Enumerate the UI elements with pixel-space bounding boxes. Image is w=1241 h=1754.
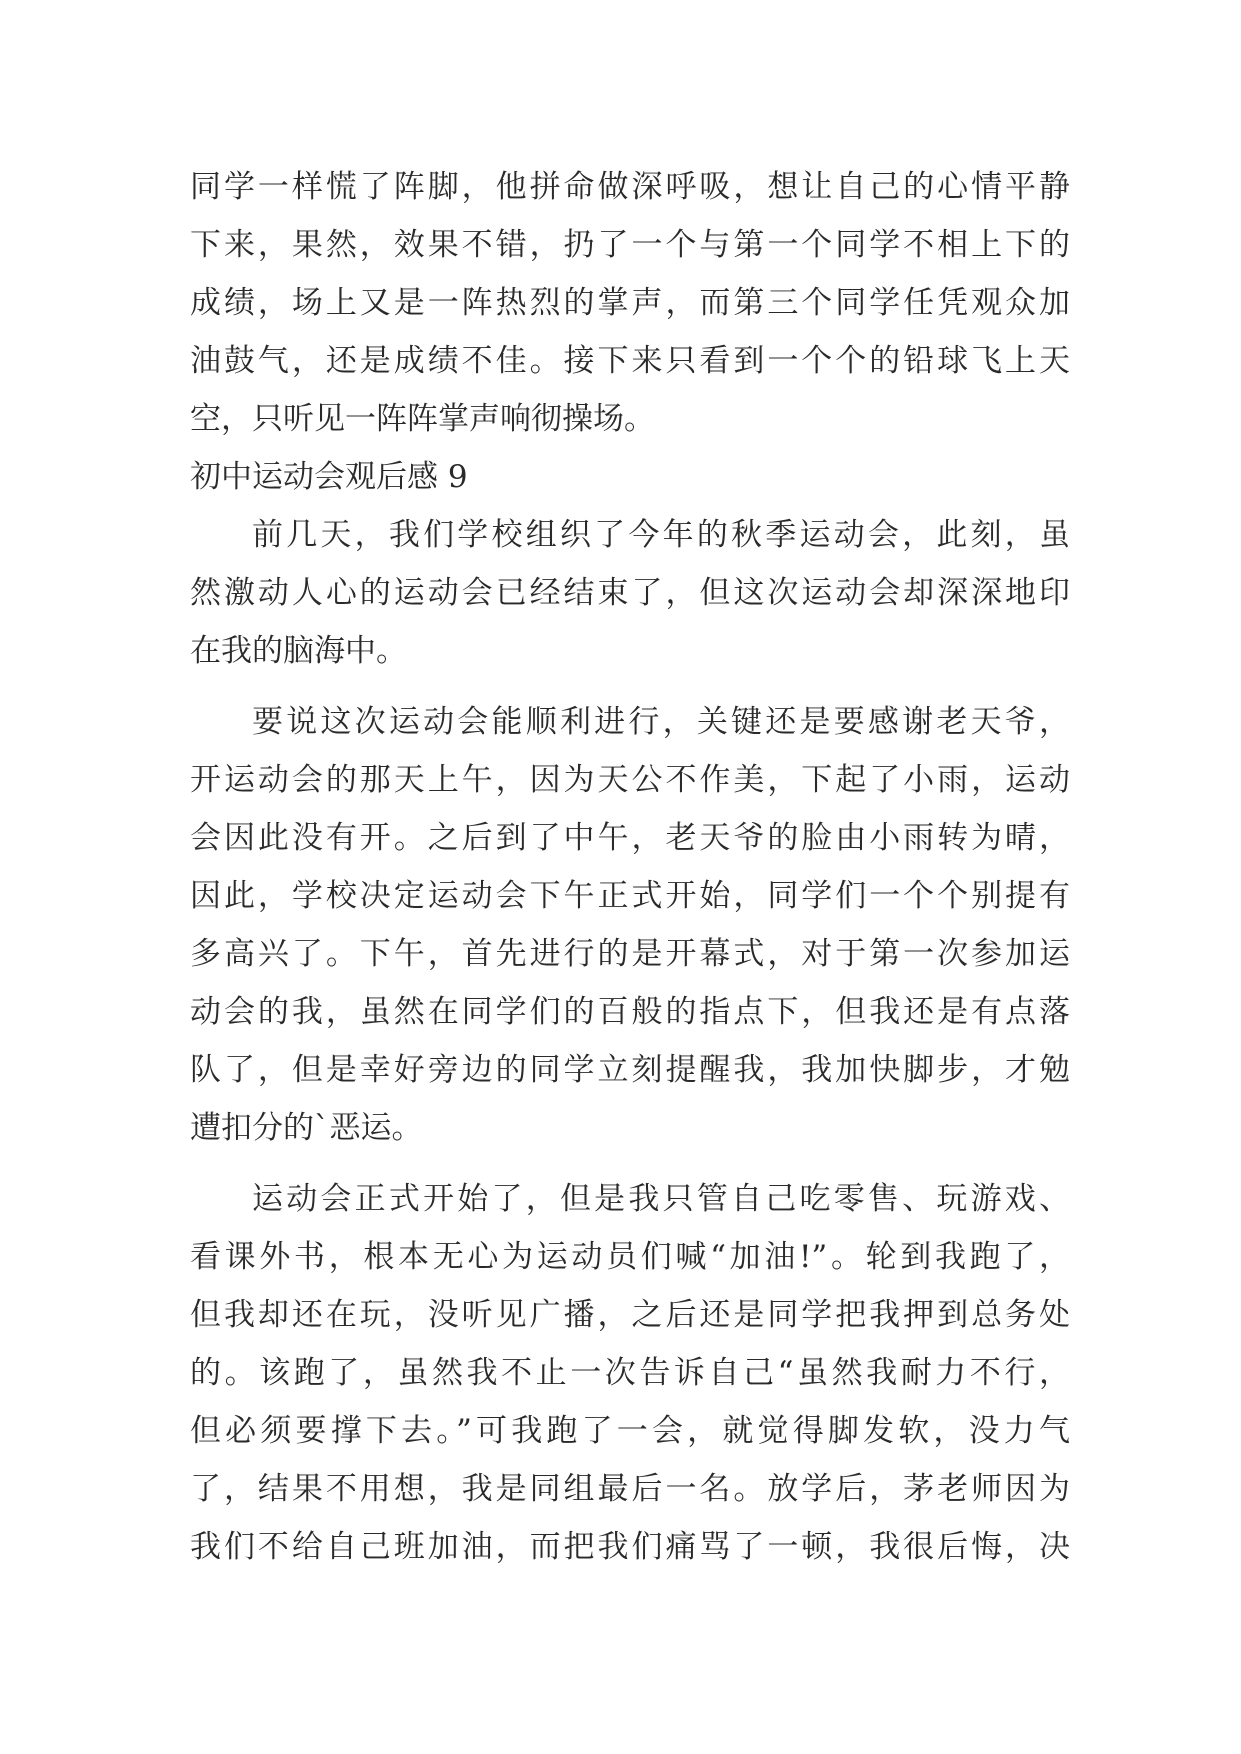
paragraph bbox=[190, 506, 1070, 680]
paragraph bbox=[190, 1170, 1070, 1576]
text-line: 空，只听见一阵阵掌声响彻操场。 bbox=[190, 401, 655, 437]
text-line: 队了，但是幸好旁边的同学立刻提醒我，我加快脚步，才勉 bbox=[190, 1052, 1070, 1088]
text-line: 动会的我，虽然在同学们的百般的指点下，但我还是有点落 bbox=[190, 994, 1070, 1030]
text-line: 我们不给自己班加油，而把我们痛骂了一顿，我很后悔，决 bbox=[190, 1529, 1070, 1565]
document-body bbox=[190, 158, 1070, 1576]
text-line: 成绩，场上又是一阵热烈的掌声，而第三个同学任凭观众加 bbox=[190, 285, 1070, 321]
text-line: 但必须要撑下去。”可我跑了一会，就觉得脚发软，没力气 bbox=[190, 1413, 1070, 1449]
text-line: 会因此没有开。之后到了中午，老天爷的脸由小雨转为晴， bbox=[190, 820, 1070, 856]
text-line: 在我的脑海中。 bbox=[190, 633, 407, 669]
paragraph bbox=[190, 693, 1070, 1157]
text-line: 然激动人心的运动会已经结束了，但这次运动会却深深地印 bbox=[190, 575, 1070, 611]
text-line: 油鼓气，还是成绩不佳。接下来只看到一个个的铅球飞上天 bbox=[190, 343, 1070, 379]
text-line: 运动会正式开始了，但是我只管自己吃零售、玩游戏、 bbox=[252, 1181, 1070, 1217]
paragraph-continuation bbox=[190, 158, 1070, 448]
text-line: 了，结果不用想，我是同组最后一名。放学后，茅老师因为 bbox=[190, 1471, 1070, 1507]
text-line: 开运动会的那天上午，因为天公不作美，下起了小雨，运动 bbox=[190, 762, 1070, 798]
text-line: 下来，果然，效果不错，扔了一个与第一个同学不相上下的 bbox=[190, 227, 1070, 263]
text-line: 遭扣分的`恶运。 bbox=[190, 1110, 423, 1146]
text-line: 同学一样慌了阵脚，他拼命做深呼吸，想让自己的心情平静 bbox=[190, 169, 1070, 205]
text-line: 看课外书，根本无心为运动员们喊“加油!”。轮到我跑了， bbox=[190, 1239, 1070, 1275]
section-heading: 初中运动会观后感 9 bbox=[190, 459, 468, 495]
text-line: 多高兴了。下午，首先进行的是开幕式，对于第一次参加运 bbox=[190, 936, 1070, 972]
text-line: 要说这次运动会能顺利进行，关键还是要感谢老天爷， bbox=[252, 704, 1070, 740]
text-line: 因此，学校决定运动会下午正式开始，同学们一个个别提有 bbox=[190, 878, 1070, 914]
text-line: 但我却还在玩，没听见广播，之后还是同学把我押到总务处 bbox=[190, 1297, 1070, 1333]
text-line: 的。该跑了，虽然我不止一次告诉自己“虽然我耐力不行， bbox=[190, 1355, 1070, 1391]
text-line: 前几天，我们学校组织了今年的秋季运动会，此刻，虽 bbox=[252, 517, 1070, 553]
